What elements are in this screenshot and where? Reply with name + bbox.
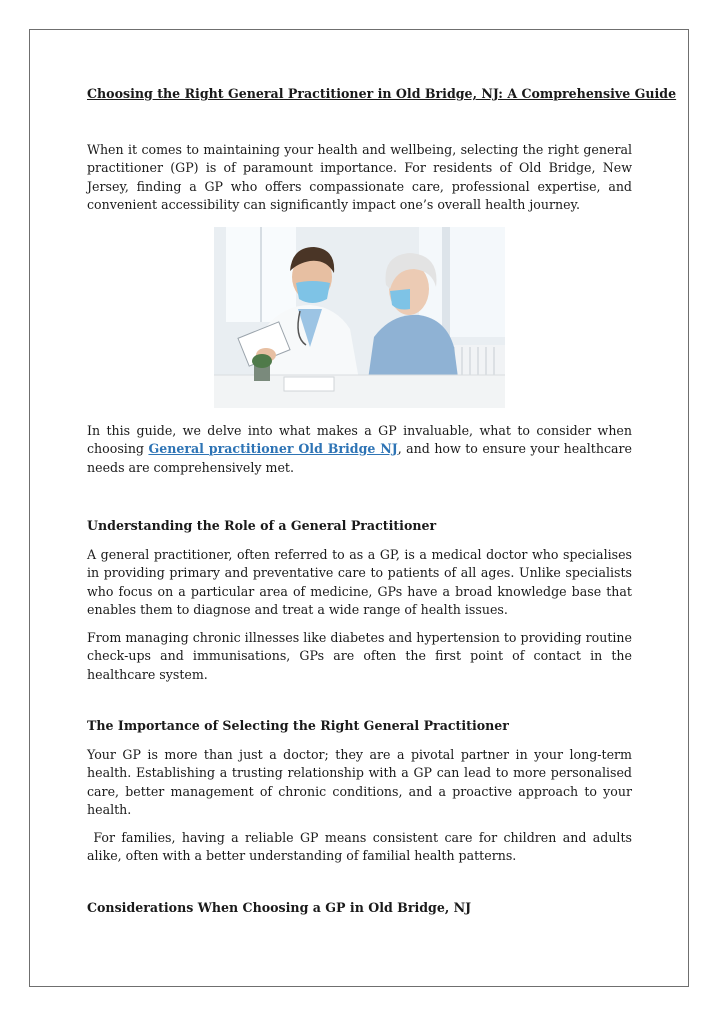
section-heading-considerations: Considerations When Choosing a GP in Old Bridge, NJ: [87, 899, 472, 915]
guide-text-after-link: , and how to ensure your healthcare needs are comprehensively met.: [87, 441, 632, 475]
role-paragraph-1: A general practitioner, often referred to as a GP, is a medical doctor who specialises in providing primary and preventative care to patients of all ages. Unlike specialists who focus on a particular area of medicine, GPs have a broad knowledge base that enables them to diagnose and treat a wide range of health issues.: [87, 546, 632, 617]
doctor-patient-photo: [214, 227, 505, 408]
section-heading-importance: The Importance of Selecting the Right General Practitioner: [87, 718, 509, 733]
importance-paragraph-2: For families, having a reliable GP means consistent care for children and adults alike, often with a better understanding of familial health patterns.: [87, 829, 637, 863]
document-title: Choosing the Right General Practitioner in Old Bridge, NJ: A Comprehensive Guide: [87, 86, 677, 101]
intro-paragraph: When it comes to maintaining your health and wellbeing, selecting the right general practitioner (GP) is of paramount importance. For residents of Old Bridge, New Jersey, finding a GP who offers compassionate care, professional expertise, and convenient accessibility can significantly impact one’s overall health journey.: [87, 141, 632, 212]
role-paragraph-2: From managing chronic illnesses like diabetes and hypertension to providing routine check-ups and immunisations, GPs are often the first point of contact in the healthcare system.: [87, 629, 632, 682]
gp-old-bridge-link[interactable]: General practitioner Old Bridge NJ: [148, 441, 398, 456]
document-body: [87, 85, 677, 927]
importance-paragraph-1: Your GP is more than just a doctor; they are a pivotal partner in your long-term health. Establishing a trusting relationship with a GP can lead to more personalised care, better management of chronic conditions, and a proactive approach to your health.: [87, 746, 632, 817]
guide-paragraph: [87, 422, 632, 478]
section-heading-role: Understanding the Role of a General Practitioner: [87, 518, 437, 533]
guide-text-before-link: In this guide, we delve into what makes a GP invaluable, what to consider when choosing: [87, 422, 632, 456]
